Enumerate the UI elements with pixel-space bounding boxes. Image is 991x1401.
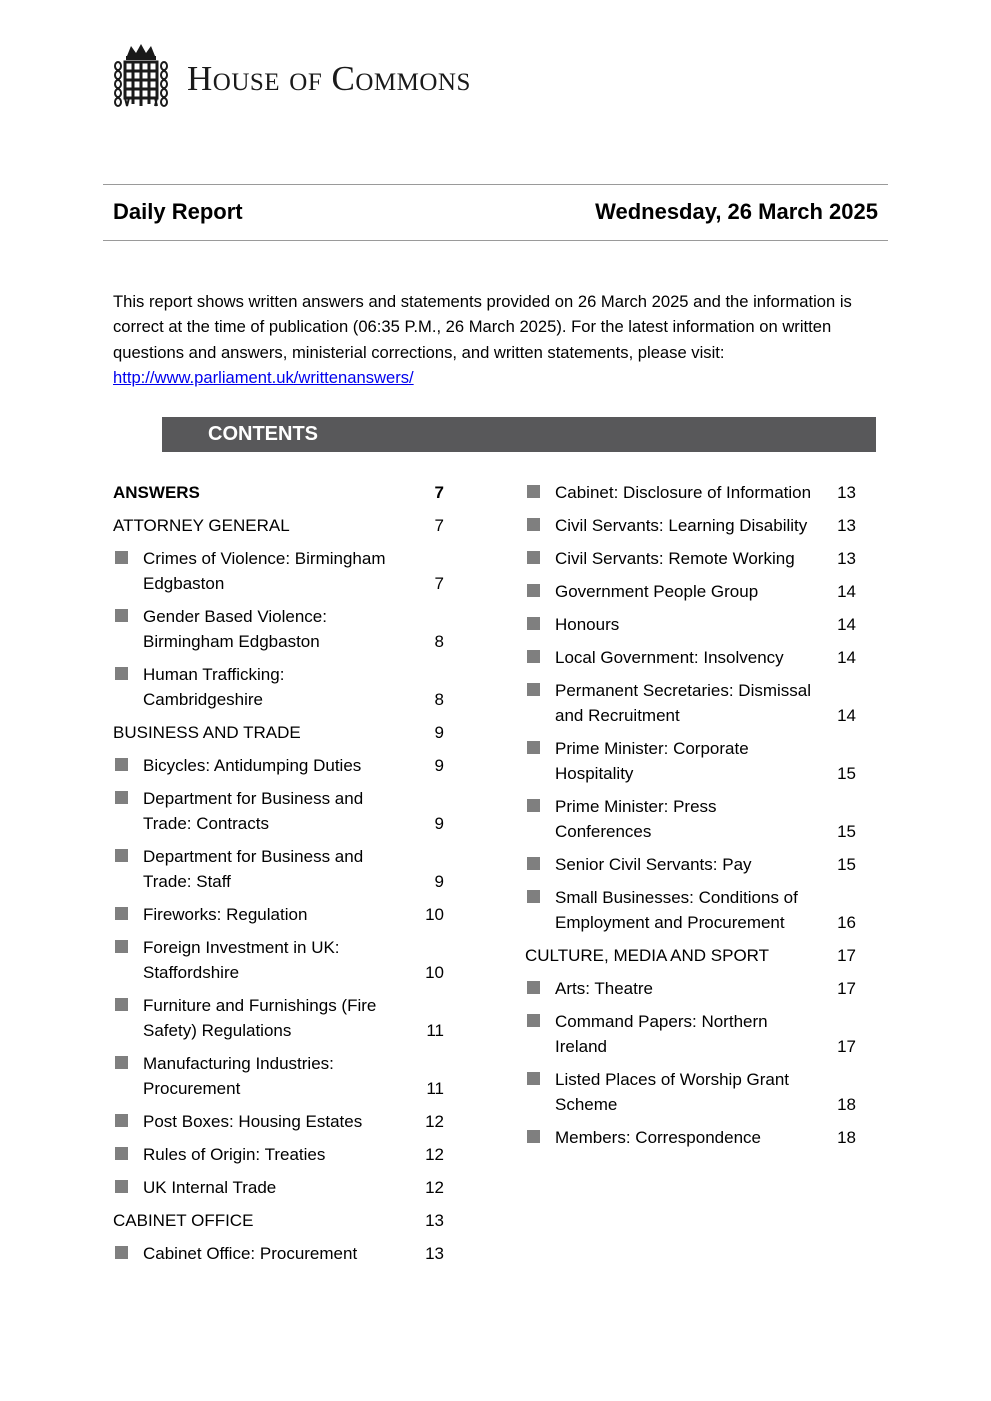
contents-section[interactable] xyxy=(113,1208,446,1233)
contents-left-column xyxy=(113,480,446,1274)
contents-entry-title: Permanent Secretaries: Dismissal and Recruitment xyxy=(555,681,812,725)
contents-section[interactable] xyxy=(113,513,446,538)
contents-entry-page: 10 xyxy=(425,963,444,982)
square-bullet-icon xyxy=(527,981,540,994)
contents-entry-title: Local Government: Insolvency xyxy=(555,648,784,667)
intro-text: This report shows written answers and statements provided on 26 March 2025 and the information is correct at the time of publication (06:35 P.M., 26 March 2025). For the latest information on written questions and answers, ministerial corrections, and written statements, please visit: xyxy=(113,292,852,362)
contents-entry-title: Foreign Investment in UK: Staffordshire xyxy=(143,938,340,982)
contents-section[interactable] xyxy=(113,720,446,745)
contents-entry-page: 15 xyxy=(837,822,856,841)
contents-entry-page: 9 xyxy=(434,814,444,833)
square-bullet-icon xyxy=(115,940,128,953)
square-bullet-icon xyxy=(115,758,128,771)
contents-entry-page: 8 xyxy=(434,690,444,709)
contents-item[interactable] xyxy=(525,1067,858,1117)
contents-entry-title: Cabinet Office: Procurement xyxy=(143,1244,358,1263)
contents-item[interactable] xyxy=(113,546,446,596)
contents-item[interactable] xyxy=(113,935,446,985)
contents-entry-title: ANSWERS xyxy=(113,483,200,502)
contents-entry-title: Bicycles: Antidumping Duties xyxy=(143,756,362,775)
square-bullet-icon xyxy=(527,890,540,903)
contents-item[interactable] xyxy=(525,546,858,571)
contents-section[interactable] xyxy=(525,943,858,968)
square-bullet-icon xyxy=(115,1114,128,1127)
contents-entry-page: 13 xyxy=(425,1244,444,1263)
contents-entry-title: Honours xyxy=(555,615,620,634)
contents-item[interactable] xyxy=(525,852,858,877)
contents-entry-page: 17 xyxy=(837,1037,856,1056)
contents-entry-page: 9 xyxy=(434,872,444,891)
contents-entry-title: Rules of Origin: Treaties xyxy=(143,1145,326,1164)
contents-entry-title: Civil Servants: Learning Disability xyxy=(555,516,808,535)
contents-entry-page: 15 xyxy=(837,764,856,783)
contents-item[interactable] xyxy=(113,1109,446,1134)
contents-entry-title: Small Businesses: Conditions of Employment and Procurement xyxy=(555,888,798,932)
square-bullet-icon xyxy=(527,650,540,663)
contents-entry-page: 13 xyxy=(837,516,856,535)
contents-item[interactable] xyxy=(113,902,446,927)
contents-item[interactable] xyxy=(525,736,858,786)
contents-entry-page: 12 xyxy=(425,1178,444,1197)
contents-item[interactable] xyxy=(113,1142,446,1167)
contents-heading: CONTENTS xyxy=(162,417,876,452)
contents-item[interactable] xyxy=(525,794,858,844)
contents-entry-title: Listed Places of Worship Grant Scheme xyxy=(555,1070,790,1114)
contents-entry-page: 11 xyxy=(426,1079,444,1098)
contents-item[interactable] xyxy=(113,1051,446,1101)
contents-entry-title: Prime Minister: Press Conferences xyxy=(555,797,717,841)
square-bullet-icon xyxy=(115,1246,128,1259)
contents-item[interactable] xyxy=(113,786,446,836)
report-title: Daily Report xyxy=(113,199,243,224)
parliament-logo xyxy=(113,44,471,112)
square-bullet-icon xyxy=(115,849,128,862)
contents-entry-title: Manufacturing Industries: Procurement xyxy=(143,1054,334,1098)
contents-entry-page: 13 xyxy=(837,483,856,502)
contents-entry-title: CABINET OFFICE xyxy=(113,1211,254,1230)
contents-entry-title: Furniture and Furnishings (Fire Safety) Regulations xyxy=(143,996,377,1040)
square-bullet-icon xyxy=(527,1014,540,1027)
contents-entry-title: Fireworks: Regulation xyxy=(143,905,308,924)
contents-entry-page: 15 xyxy=(837,855,856,874)
contents-item[interactable] xyxy=(525,1125,858,1150)
contents-entry-title: Government People Group xyxy=(555,582,759,601)
contents-item[interactable] xyxy=(525,480,858,505)
top-rule xyxy=(103,184,888,185)
contents-right-column xyxy=(525,480,858,1158)
square-bullet-icon xyxy=(115,1180,128,1193)
contents-entry-page: 18 xyxy=(837,1095,856,1114)
contents-entry-title: Gender Based Violence: Birmingham Edgbaston xyxy=(143,607,327,651)
square-bullet-icon xyxy=(115,1147,128,1160)
contents-entry-title: Crimes of Violence: Birmingham Edgbaston xyxy=(143,549,386,593)
square-bullet-icon xyxy=(115,998,128,1011)
contents-entry-title: Civil Servants: Remote Working xyxy=(555,549,795,568)
contents-item[interactable] xyxy=(113,1175,446,1200)
square-bullet-icon xyxy=(527,1072,540,1085)
contents-entry-title: UK Internal Trade xyxy=(143,1178,277,1197)
contents-section[interactable] xyxy=(113,480,446,505)
contents-item[interactable] xyxy=(525,678,858,728)
square-bullet-icon xyxy=(527,551,540,564)
square-bullet-icon xyxy=(527,1130,540,1143)
contents-item[interactable] xyxy=(525,976,858,1001)
written-answers-link[interactable]: http://www.parliament.uk/writtenanswers/ xyxy=(113,367,414,387)
contents-item[interactable] xyxy=(113,993,446,1043)
contents-entry-title: CULTURE, MEDIA AND SPORT xyxy=(525,946,770,965)
contents-entry-page: 14 xyxy=(837,582,856,601)
contents-item[interactable] xyxy=(525,885,858,935)
square-bullet-icon xyxy=(115,551,128,564)
contents-item[interactable] xyxy=(525,612,858,637)
contents-entry-page: 7 xyxy=(434,516,444,535)
contents-entry-page: 9 xyxy=(434,723,444,742)
contents-entry-title: Department for Business and Trade: Contracts xyxy=(143,789,364,833)
contents-entry-page: 10 xyxy=(425,905,444,924)
square-bullet-icon xyxy=(527,518,540,531)
contents-item[interactable] xyxy=(113,662,446,712)
contents-entry-title: Post Boxes: Housing Estates xyxy=(143,1112,363,1131)
contents-entry-page: 8 xyxy=(434,632,444,651)
square-bullet-icon xyxy=(527,617,540,630)
contents-entry-page: 14 xyxy=(837,648,856,667)
square-bullet-icon xyxy=(527,741,540,754)
contents-entry-title: Cabinet: Disclosure of Information xyxy=(555,483,812,502)
contents-entry-page: 17 xyxy=(837,946,856,965)
square-bullet-icon xyxy=(527,485,540,498)
contents-entry-page: 16 xyxy=(837,913,856,932)
contents-item[interactable] xyxy=(113,604,446,654)
contents-entry-title: Members: Correspondence xyxy=(555,1128,761,1147)
intro-paragraph xyxy=(113,289,883,390)
contents-item[interactable] xyxy=(525,579,858,604)
contents-entry-page: 12 xyxy=(425,1145,444,1164)
contents-entry-page: 18 xyxy=(837,1128,856,1147)
contents-entry-page: 7 xyxy=(434,483,444,502)
contents-entry-page: 17 xyxy=(837,979,856,998)
contents-entry-title: Senior Civil Servants: Pay xyxy=(555,855,752,874)
contents-entry-page: 9 xyxy=(434,756,444,775)
contents-item[interactable] xyxy=(113,1241,446,1266)
square-bullet-icon xyxy=(115,1056,128,1069)
contents-entry-title: Arts: Theatre xyxy=(555,979,653,998)
bottom-rule xyxy=(103,240,888,241)
contents-item[interactable] xyxy=(525,645,858,670)
contents-entry-title: Command Papers: Northern Ireland xyxy=(555,1012,768,1056)
square-bullet-icon xyxy=(527,683,540,696)
contents-item[interactable] xyxy=(525,513,858,538)
report-date: Wednesday, 26 March 2025 xyxy=(595,199,878,224)
contents-entry-page: 13 xyxy=(425,1211,444,1230)
square-bullet-icon xyxy=(115,667,128,680)
portcullis-icon xyxy=(113,44,169,112)
square-bullet-icon xyxy=(115,907,128,920)
contents-entry-page: 14 xyxy=(837,706,856,725)
contents-entry-page: 13 xyxy=(837,549,856,568)
contents-entry-page: 12 xyxy=(425,1112,444,1131)
contents-entry-page: 7 xyxy=(434,574,444,593)
square-bullet-icon xyxy=(527,584,540,597)
contents-item[interactable] xyxy=(113,844,446,894)
contents-entry-title: ATTORNEY GENERAL xyxy=(113,516,290,535)
contents-entry-title: Prime Minister: Corporate Hospitality xyxy=(555,739,749,783)
square-bullet-icon xyxy=(115,609,128,622)
contents-entry-page: 14 xyxy=(837,615,856,634)
contents-entry-title: Department for Business and Trade: Staff xyxy=(143,847,364,891)
contents-entry-title: BUSINESS AND TRADE xyxy=(113,723,301,742)
contents-entry-page: 11 xyxy=(426,1021,444,1040)
org-name: House of Commons xyxy=(187,58,471,98)
square-bullet-icon xyxy=(527,857,540,870)
contents-item[interactable] xyxy=(113,753,446,778)
square-bullet-icon xyxy=(115,791,128,804)
contents-item[interactable] xyxy=(525,1009,858,1059)
contents-entry-title: Human Trafficking: Cambridgeshire xyxy=(143,665,285,709)
square-bullet-icon xyxy=(527,799,540,812)
